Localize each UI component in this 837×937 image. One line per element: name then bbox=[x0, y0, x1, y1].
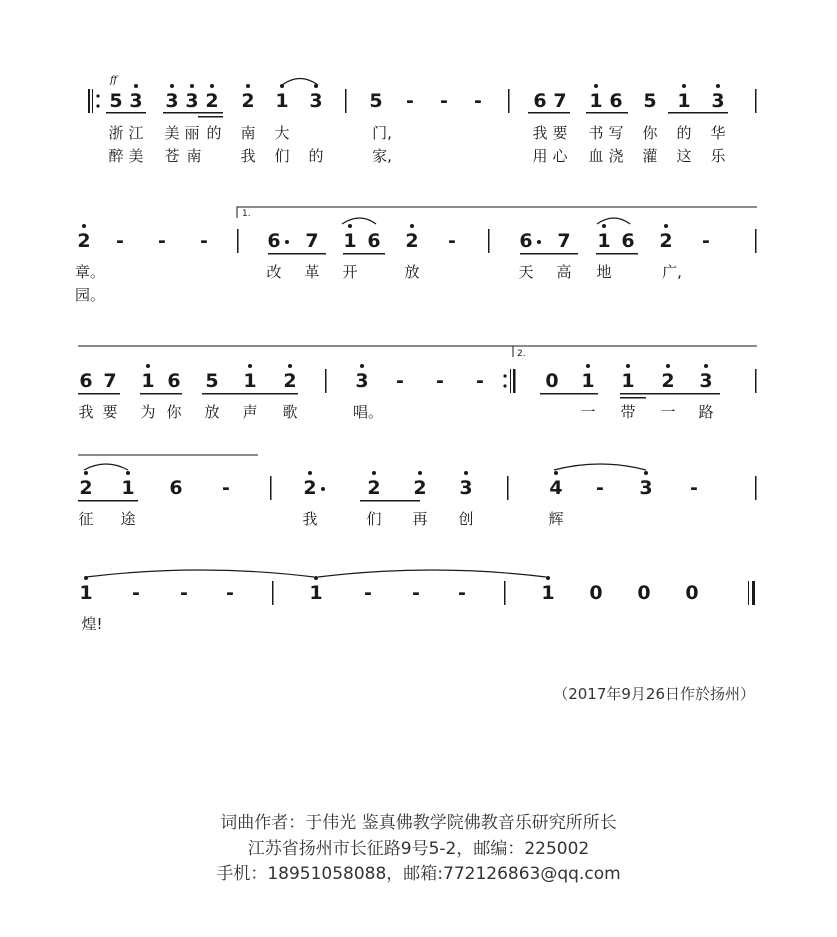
note: - bbox=[476, 370, 484, 392]
note: 1 bbox=[75, 582, 97, 604]
note: - bbox=[116, 230, 124, 252]
lyric: 这 bbox=[676, 147, 692, 165]
lyric: 我 bbox=[78, 403, 94, 421]
note: - bbox=[406, 90, 414, 112]
note: 1 bbox=[537, 582, 559, 604]
lyric: 途 bbox=[120, 510, 136, 528]
lyric: 放 bbox=[204, 403, 220, 421]
lyric: 歌 bbox=[282, 403, 298, 421]
note: 2 bbox=[363, 477, 385, 499]
note: 0 bbox=[589, 582, 603, 604]
note: 4 bbox=[545, 477, 567, 499]
lyric: 写 bbox=[608, 124, 624, 142]
lyric: 华 bbox=[710, 124, 726, 142]
lyric: 再 bbox=[412, 510, 428, 528]
note: - bbox=[458, 582, 466, 604]
note: 5 bbox=[643, 90, 657, 112]
note: 6 bbox=[169, 477, 183, 499]
note: 3 bbox=[181, 90, 203, 112]
note: 2 bbox=[75, 477, 97, 499]
lyric: 放 bbox=[404, 263, 420, 281]
lyric: 大 bbox=[274, 124, 290, 142]
footer-contact-line: 手机：18951058088，邮箱:772126863@qq.com bbox=[216, 864, 621, 884]
note: 1 bbox=[117, 477, 139, 499]
note: 5 bbox=[205, 370, 219, 392]
lyric: 创 bbox=[458, 510, 474, 528]
note: 1 bbox=[593, 230, 615, 252]
lyric: 园。 bbox=[74, 286, 106, 304]
note: - bbox=[396, 370, 404, 392]
note: - bbox=[158, 230, 166, 252]
lyric: 带 bbox=[620, 403, 636, 421]
lyric: 章。 bbox=[74, 263, 106, 281]
lyric: 开 bbox=[342, 263, 358, 281]
note: 1 bbox=[673, 90, 695, 112]
note: 1 bbox=[137, 370, 159, 392]
note: - bbox=[596, 477, 604, 499]
note: 7 bbox=[553, 90, 567, 112]
note: 6 bbox=[533, 90, 547, 112]
lyric: 辉 bbox=[548, 510, 564, 528]
lyric: 我 bbox=[532, 124, 548, 142]
lyric: 改 bbox=[266, 263, 282, 281]
lyric: 心 bbox=[552, 147, 568, 165]
note: 1 bbox=[239, 370, 261, 392]
note: 0 bbox=[685, 582, 699, 604]
note: - bbox=[364, 582, 372, 604]
note: 3 bbox=[635, 477, 657, 499]
lyric: 唱。 bbox=[352, 403, 384, 421]
lyric: 路 bbox=[698, 403, 714, 421]
lyric: 高 bbox=[556, 263, 572, 281]
note: 2 bbox=[299, 477, 321, 499]
footer-address-line: 江苏省扬州市长征路9号5-2，邮编：225002 bbox=[247, 839, 590, 859]
lyric: 书 bbox=[588, 124, 604, 142]
note: 3 bbox=[707, 90, 729, 112]
note: - bbox=[702, 230, 710, 252]
note: - bbox=[222, 477, 230, 499]
note: 2 bbox=[401, 230, 423, 252]
footer-author-line: 词曲作者：于伟光 鉴真佛教学院佛教音乐研究所所长 bbox=[220, 813, 617, 833]
lyric: 灌 bbox=[642, 147, 658, 165]
lyric: 征 bbox=[78, 510, 94, 528]
note: 2 bbox=[73, 230, 95, 252]
lyric: 我 bbox=[240, 147, 256, 165]
lyric: 苍 bbox=[164, 147, 180, 165]
lyric: 的 bbox=[308, 147, 324, 165]
lyric: 要 bbox=[552, 124, 568, 142]
note: - bbox=[690, 477, 698, 499]
lyric: 美 bbox=[164, 124, 180, 142]
note: 0 bbox=[545, 370, 559, 392]
note: 2 bbox=[201, 90, 223, 112]
lyric: 声 bbox=[242, 403, 258, 421]
lyric: 为 bbox=[140, 403, 156, 421]
lyric: 江 bbox=[128, 124, 144, 142]
note: 6 bbox=[367, 230, 381, 252]
note: 2 bbox=[279, 370, 301, 392]
note: 3 bbox=[351, 370, 373, 392]
note: - bbox=[436, 370, 444, 392]
note: 3 bbox=[695, 370, 717, 392]
lyric: 南 bbox=[240, 124, 256, 142]
lyric: 丽 bbox=[184, 124, 200, 142]
note: - bbox=[474, 90, 482, 112]
lyric: 革 bbox=[304, 263, 320, 281]
note: 1 bbox=[577, 370, 599, 392]
note: - bbox=[132, 582, 140, 604]
note: - bbox=[412, 582, 420, 604]
note: 3 bbox=[305, 90, 327, 112]
lyric: 你 bbox=[642, 124, 658, 142]
lyric: 浙 bbox=[108, 124, 124, 142]
note: 3 bbox=[455, 477, 477, 499]
note: 2 bbox=[657, 370, 679, 392]
note: 7 bbox=[557, 230, 571, 252]
note: 6 bbox=[621, 230, 635, 252]
note: 1 bbox=[339, 230, 361, 252]
lyric: 们 bbox=[366, 510, 382, 528]
note: - bbox=[448, 230, 456, 252]
note: - bbox=[226, 582, 234, 604]
lyric: 煌! bbox=[81, 615, 103, 633]
volta-2-label: 2. bbox=[517, 349, 526, 359]
lyric: 天 bbox=[518, 263, 534, 281]
lyric: 一 bbox=[660, 403, 676, 421]
note: 6 bbox=[79, 370, 93, 392]
composition-date-note: （2017年9月26日作於扬州） bbox=[553, 685, 755, 703]
note: 1 bbox=[305, 582, 327, 604]
volta-1-label: 1. bbox=[242, 209, 251, 219]
note: 6 bbox=[609, 90, 623, 112]
lyric: 我 bbox=[302, 510, 318, 528]
note: - bbox=[200, 230, 208, 252]
note: 6 bbox=[515, 230, 537, 252]
note: 7 bbox=[305, 230, 319, 252]
lyric: 们 bbox=[274, 147, 290, 165]
note: 6 bbox=[167, 370, 181, 392]
note: - bbox=[180, 582, 188, 604]
note: 1 bbox=[585, 90, 607, 112]
lyric: 要 bbox=[102, 403, 118, 421]
lyric: 的 bbox=[676, 124, 692, 142]
note: 3 bbox=[125, 90, 147, 112]
lyric: 美 bbox=[128, 147, 144, 165]
note: 7 bbox=[103, 370, 117, 392]
note: 0 bbox=[637, 582, 651, 604]
lyric: 广, bbox=[662, 263, 682, 281]
lyric: 乐 bbox=[710, 147, 726, 165]
dynamic-marking: ff bbox=[110, 75, 118, 86]
note: 3 bbox=[161, 90, 183, 112]
lyric: 家, bbox=[372, 147, 392, 165]
lyric: 你 bbox=[166, 403, 182, 421]
note: 2 bbox=[237, 90, 259, 112]
note: 2 bbox=[655, 230, 677, 252]
note: 2 bbox=[409, 477, 431, 499]
lyric: 浇 bbox=[608, 147, 624, 165]
lyric: 的 bbox=[206, 124, 222, 142]
lyric: 用 bbox=[532, 147, 548, 165]
lyric: 南 bbox=[186, 147, 202, 165]
lyric: 一 bbox=[580, 403, 596, 421]
lyric: 血 bbox=[588, 147, 604, 165]
note: - bbox=[440, 90, 448, 112]
note: 1 bbox=[617, 370, 639, 392]
note: 1 bbox=[271, 90, 293, 112]
note: 6 bbox=[263, 230, 285, 252]
lyric: 地 bbox=[596, 263, 612, 281]
lyric: 门, bbox=[372, 124, 392, 142]
note: 5 bbox=[369, 90, 383, 112]
lyric: 醉 bbox=[108, 147, 124, 165]
note: 5 bbox=[109, 90, 123, 112]
